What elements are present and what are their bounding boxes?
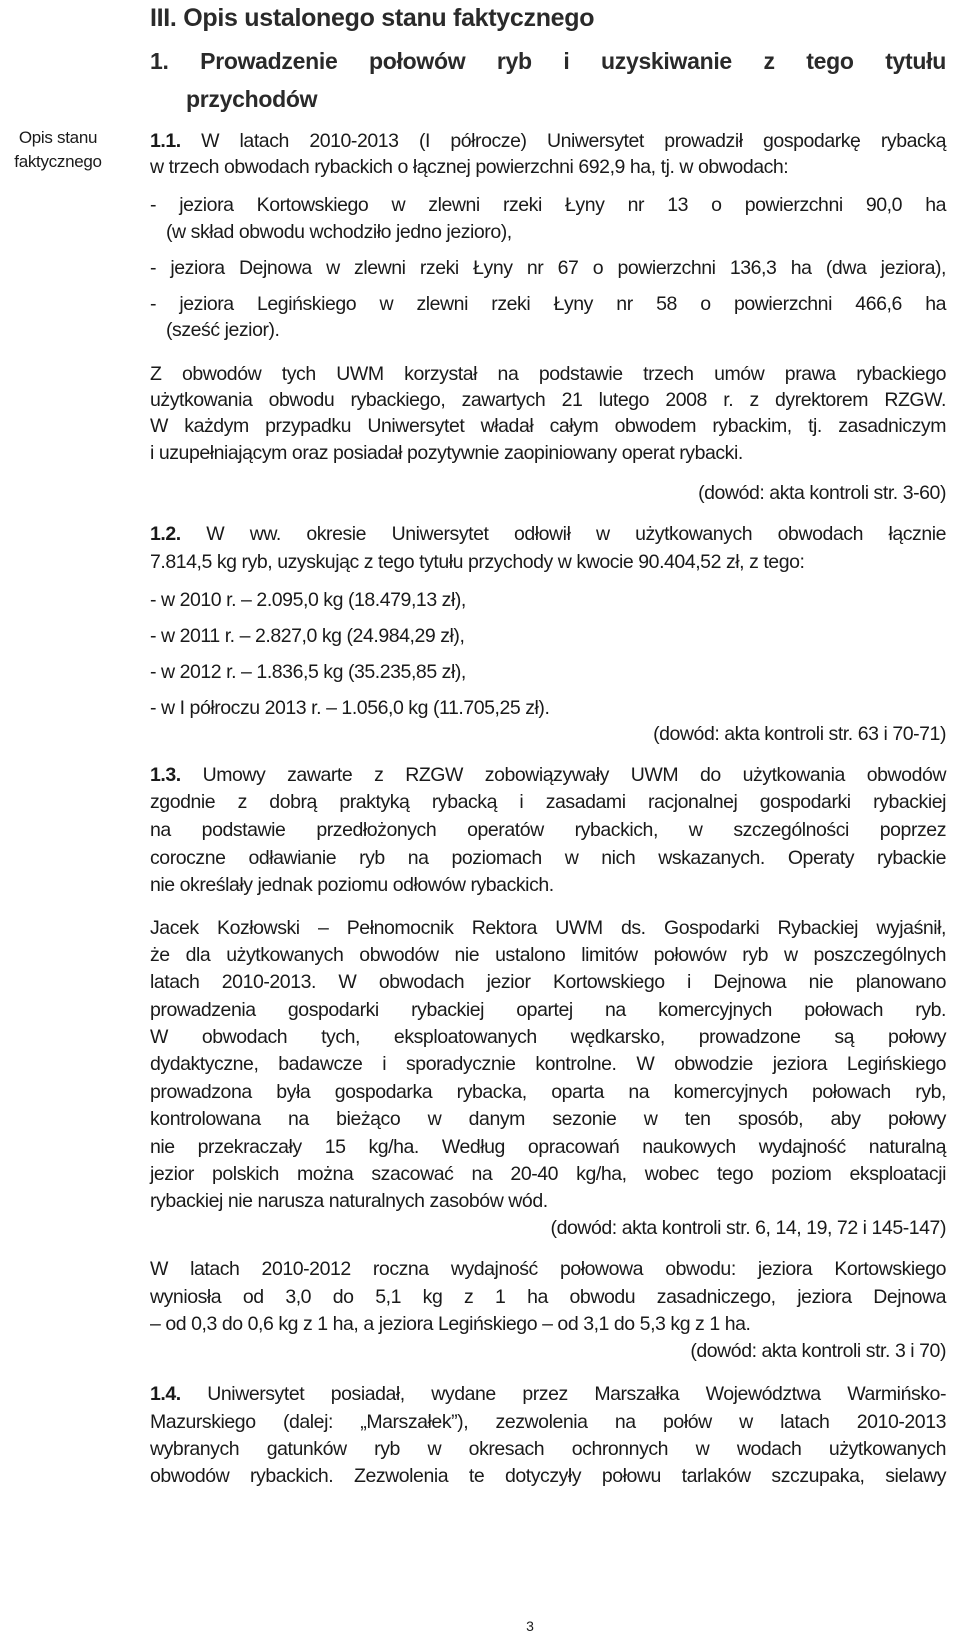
list-item: - jeziora Kortowskiego w zlewni rzeki Łyny nr 13 o powierzchni 90,0 ha [150,194,946,216]
paragraph-line: wybranych gatunków ryb w okresach ochronnych w wodach użytkowanych [150,1438,946,1460]
point-number: 1.1. [150,130,181,152]
paragraph-line: wyniosła od 3,0 do 5,1 kg z 1 ha obwodu zasadniczego, jeziora Dejnowa [150,1286,946,1308]
list-item-cont: (w skład obwodu wchodziło jedno jezioro), [166,221,512,243]
evidence-reference: (dowód: akta kontroli str. 3 i 70) [690,1340,946,1362]
paragraph-1-1-line1: 1.1. W latach 2010-2013 (I półrocze) Uniwersytet prowadził gospodarkę rybacką [150,130,947,152]
paragraph-line: na podstawie przedłożonych operatów rybackich, w szczególności poprzez [150,819,946,841]
paragraph-1-3-line1: 1.3. Umowy zawarte z RZGW zobowiązywały UWM do użytkowania obwodów [150,764,947,786]
paragraph-line: dydaktyczne, badawcze i sporadycznie kontrolne. W obwodzie jeziora Legińskiego [150,1053,946,1075]
paragraph-line: obwodów rybackich. Zezwolenia te dotyczyły połowu tarlaków szczupaka, sielawy [150,1465,946,1487]
paragraph-line: Z obwodów tych UWM korzystał na podstawie trzech umów prawa rybackiego [150,363,946,385]
paragraph-line: prowadzenia gospodarki rybackiej opartej na komercyjnych połowach ryb. [150,999,946,1021]
margin-label-line2: faktycznego [14,152,102,171]
paragraph-line: prowadzona była gospodarka rybacka, oparta na komercyjnych połowach ryb, [150,1081,946,1103]
point-number: 1.2. [150,523,181,545]
paragraph-line: – od 0,3 do 0,6 kg z 1 ha, a jeziora Legińskiego – od 3,1 do 5,3 kg z 1 ha. [150,1313,751,1335]
list-item: - jeziora Legińskiego w zlewni rzeki Łyny nr 58 o powierzchni 466,6 ha [150,293,946,315]
paragraph-line: kontrolowana na bieżąco w danym sezonie w ten sposób, aby połowy [150,1108,946,1130]
paragraph-line: W latach 2010-2012 roczna wydajność połowowa obwodu: jeziora Kortowskiego [150,1258,946,1280]
evidence-reference: (dowód: akta kontroli str. 3-60) [698,482,946,504]
paragraph-line: rybackiej nie narusza naturalnych zasobów wód. [150,1190,548,1212]
list-item: - w 2011 r. – 2.827,0 kg (24.984,29 zł), [150,625,465,647]
evidence-reference: (dowód: akta kontroli str. 63 i 70-71) [653,723,946,745]
paragraph-1-1-line2: w trzech obwodach rybackich o łącznej powierzchni 692,9 ha, tj. w obwodach: [150,156,789,178]
paragraph-line: nie przekraczały 15 kg/ha. Według opracowań naukowych wydajność naturalną [150,1136,946,1158]
paragraph-line: jezior polskich można szacować na 20-40 kg/ha, wobec tego poziom eksploatacji [150,1163,946,1185]
paragraph-line: zgodnie z dobrą praktyką rybacką i zasadami racjonalnej gospodarki rybackiej [150,791,946,813]
evidence-reference: (dowód: akta kontroli str. 6, 14, 19, 72 i 145-147) [550,1217,946,1239]
paragraph-line: Mazurskiego (dalej: „Marszałek”), zezwolenia na połów w latach 2010-2013 [150,1411,946,1433]
list-item: - w 2010 r. – 2.095,0 kg (18.479,13 zł), [150,589,466,611]
paragraph-line: że dla użytkowanych obwodów nie ustalono limitów połowów ryb w poszczególnych [150,944,946,966]
paragraph-line: Jacek Kozłowski – Pełnomocnik Rektora UWM ds. Gospodarki Rybackiej wyjaśnił, [150,917,946,939]
paragraph-1-2-line2: 7.814,5 kg ryb, uzyskując z tego tytułu przychody w kwocie 90.404,52 zł, z tego: [150,551,805,573]
paragraph-line: latach 2010-2013. W obwodach jezior Kortowskiego i Dejnowa nie planowano [150,971,946,993]
subsection-heading-line2: przychodów [186,86,318,112]
list-item: - jeziora Dejnowa w zlewni rzeki Łyny nr 67 o powierzchni 136,3 ha (dwa jeziora), [150,257,946,279]
list-item: - w I półroczu 2013 r. – 1.056,0 kg (11.705,25 zł). [150,697,550,719]
list-item: - w 2012 r. – 1.836,5 kg (35.235,85 zł), [150,661,466,683]
paragraph-line: W obwodach tych, eksploatowanych wędkarsko, prowadzone są połowy [150,1026,946,1048]
subsection-heading-line1: 1. Prowadzenie połowów ryb i uzyskiwanie z tego tytułu [150,48,946,74]
point-number: 1.4. [150,1383,181,1405]
page-number: 3 [526,1618,534,1634]
paragraph-line: użytkowania obwodu rybackiego, zawartych 21 lutego 2008 r. z dyrektorem RZGW. [150,389,946,411]
point-number: 1.3. [150,764,181,786]
paragraph-1-2-line1: 1.2. W ww. okresie Uniwersytet odłowił w użytkowanych obwodach łącznie [150,523,947,545]
paragraph-1-4-line1: 1.4. Uniwersytet posiadał, wydane przez Marszałka Województwa Warmińsko- [150,1383,946,1405]
list-item-cont: (sześć jezior). [166,319,280,341]
paragraph-line: i uzupełniającym oraz posiadał pozytywnie zaopiniowany operat rybacki. [150,442,743,464]
paragraph-line: nie określały jednak poziomu odłowów rybackich. [150,874,554,896]
margin-label-line1: Opis stanu [18,128,98,147]
section-heading: III. Opis ustalonego stanu faktycznego [150,4,595,32]
paragraph-line: coroczne odławianie ryb na poziomach w nich wskazanych. Operaty rybackie [150,847,946,869]
paragraph-line: W każdym przypadku Uniwersytet władał całym obwodem rybackim, tj. zasadniczym [150,415,946,437]
